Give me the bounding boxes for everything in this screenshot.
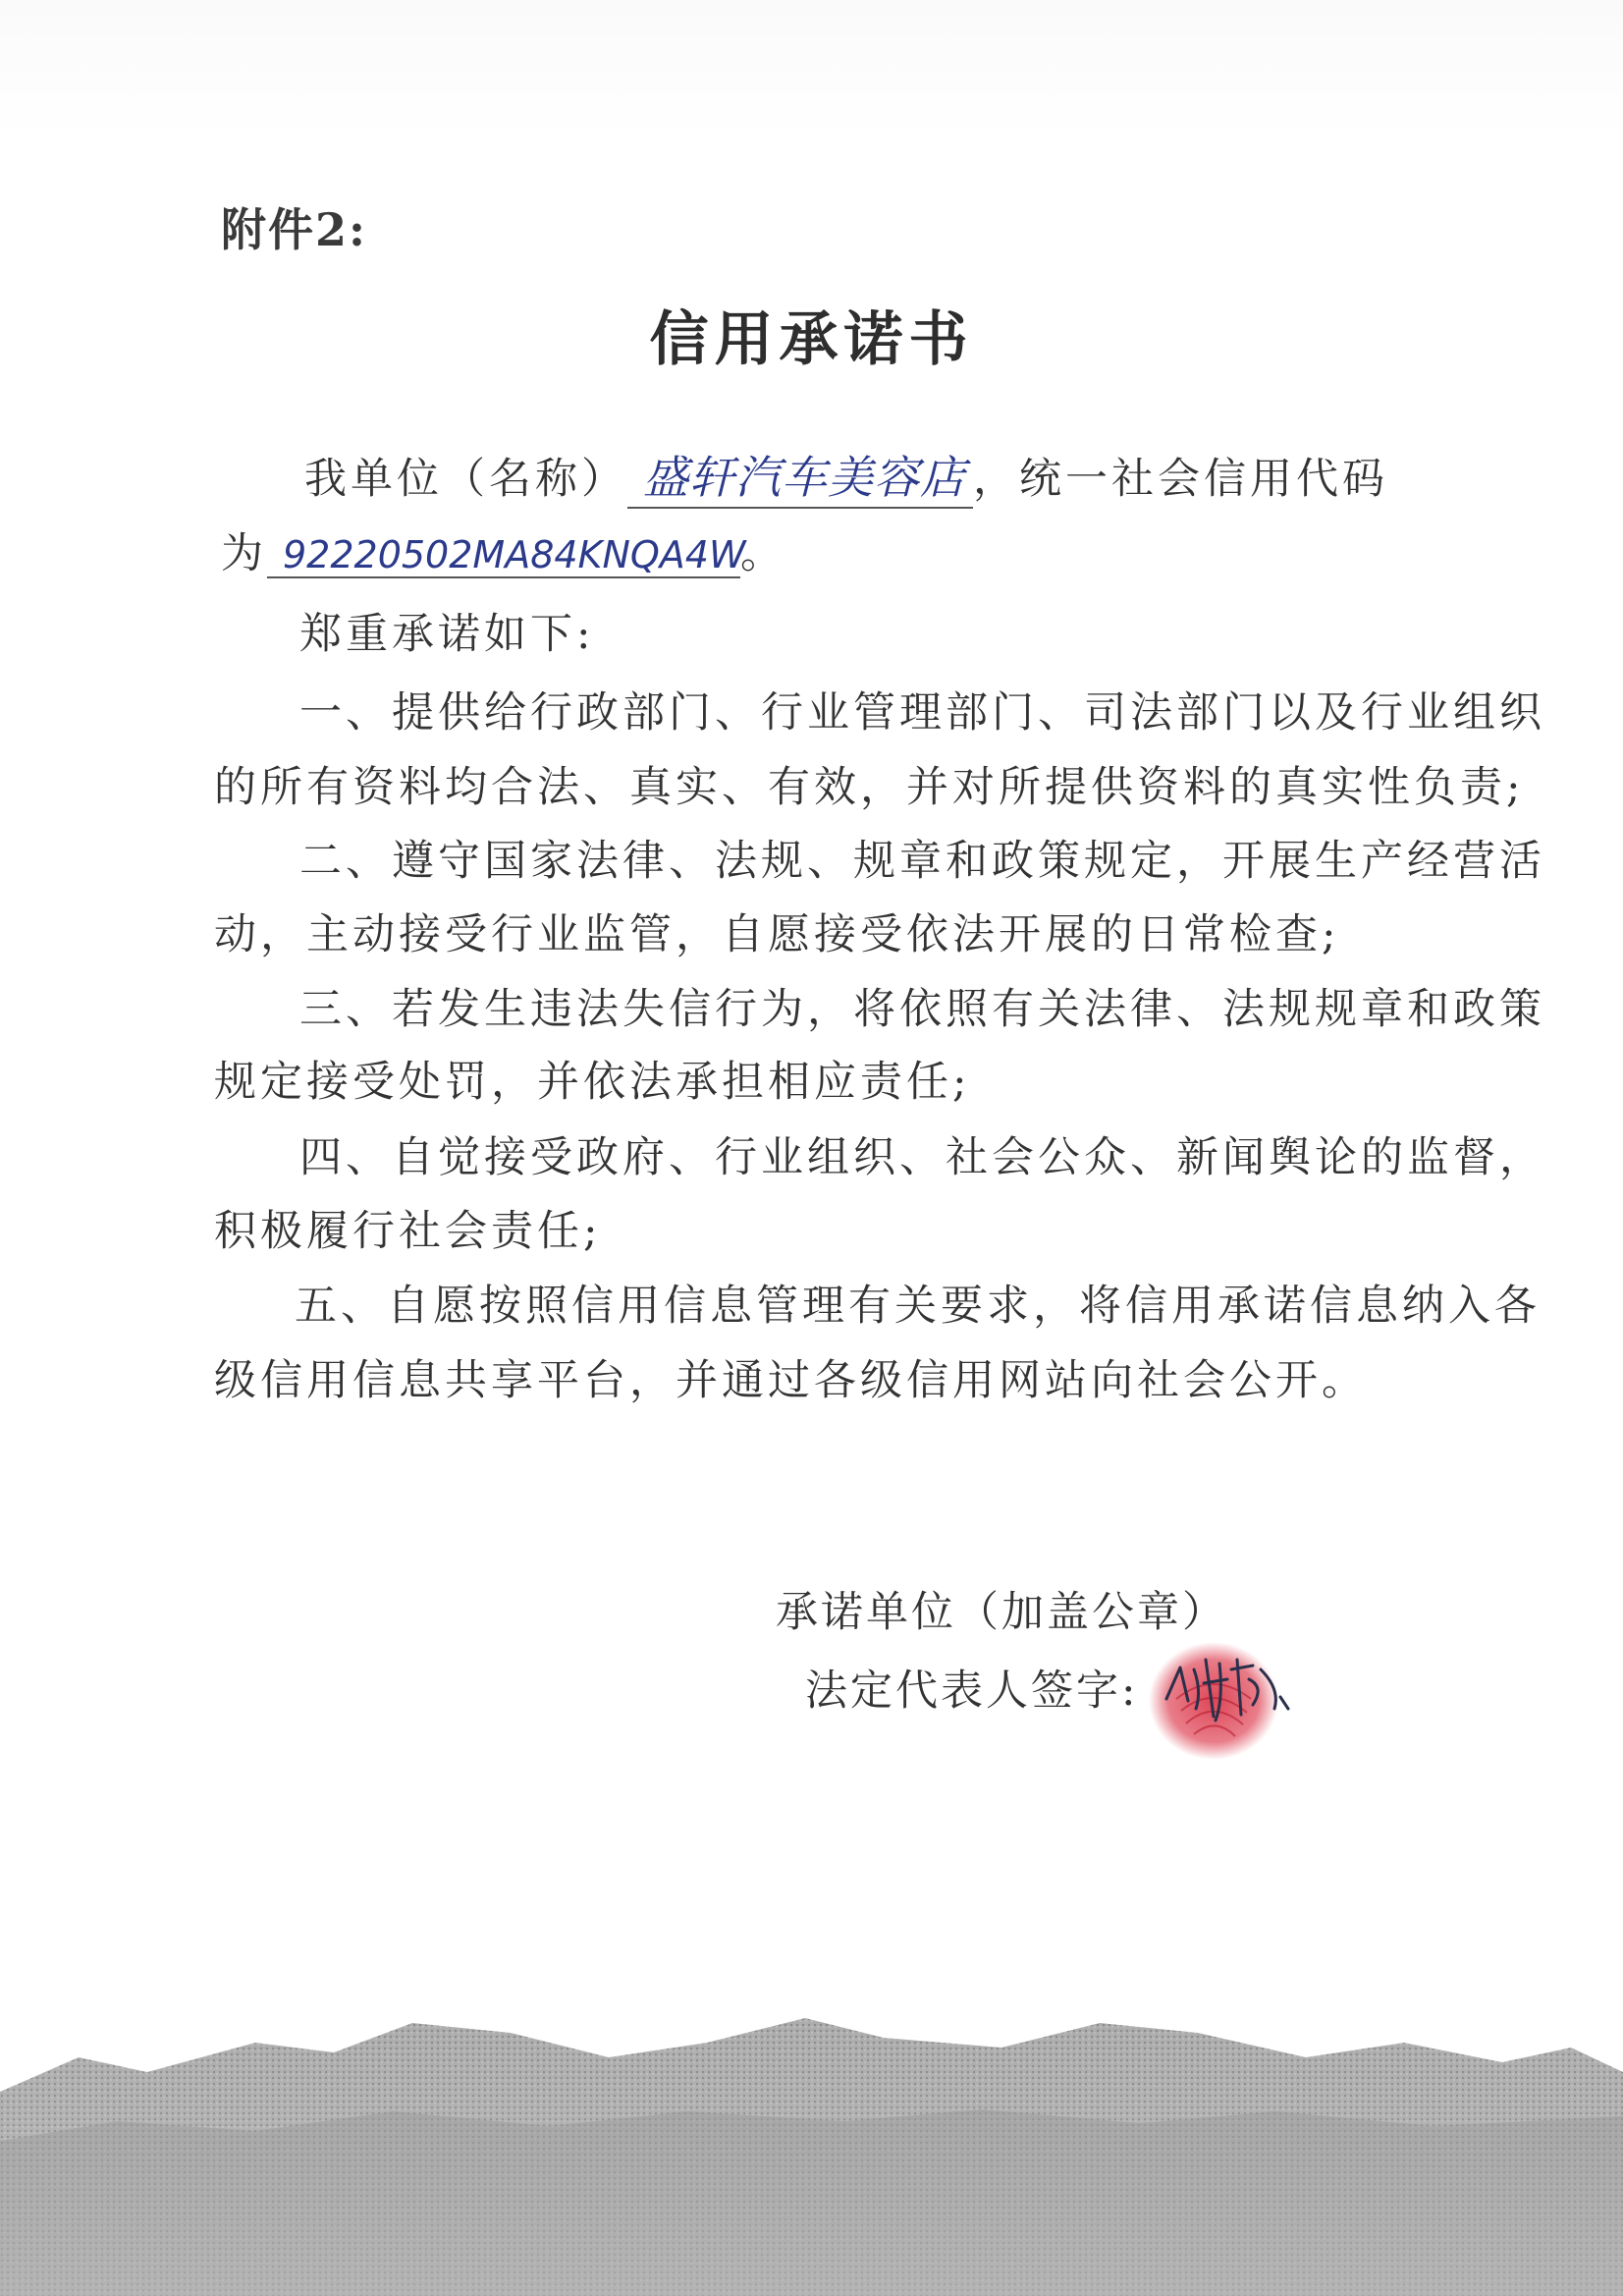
clause-4-line-2: 积极履行社会责任; xyxy=(214,1207,602,1256)
clause-3-line-2: 规定接受处罚，并依法承担相应责任; xyxy=(214,1058,971,1107)
intro-prefix: 我单位（名称） xyxy=(304,455,627,504)
company-name-handwritten: 盛轩汽车美容店 xyxy=(627,442,973,509)
decorative-footer-art xyxy=(0,1964,1623,2296)
code-prefix: 为 xyxy=(221,529,267,578)
clause-5-line-1: 五、自愿按照信用信息管理有关要求，将信用承诺信息纳入各 xyxy=(295,1282,1541,1331)
attachment-label: 附件2: xyxy=(221,203,367,256)
intro-line-1 xyxy=(304,442,1388,509)
legal-rep-label: 法定代表人签字: xyxy=(805,1667,1139,1716)
intro-middle: ，统一社会信用代码 xyxy=(973,455,1388,504)
clause-2-line-1: 二、遵守国家法律、法规、规章和政策规定，开展生产经营活 xyxy=(299,837,1545,886)
clause-1-line-2: 的所有资料均合法、真实、有效，并对所提供资料的真实性负责; xyxy=(214,763,1525,812)
code-suffix: 。 xyxy=(740,529,786,578)
clause-3-line-1: 三、若发生违法失信行为，将依照有关法律、法规规章和政策 xyxy=(299,985,1545,1034)
credit-code-handwritten: 92220502MA84KNQA4W xyxy=(267,533,740,578)
promise-intro: 郑重承诺如下: xyxy=(299,610,595,659)
commitment-unit-label: 承诺单位（加盖公章） xyxy=(776,1588,1227,1637)
clause-5-line-2: 级信用信息共享平台，并通过各级信用网站向社会公开。 xyxy=(214,1356,1368,1405)
intro-line-2 xyxy=(221,520,786,580)
clause-1-line-1: 一、提供给行政部门、行业管理部门、司法部门以及行业组织 xyxy=(299,688,1545,738)
handwritten-signature xyxy=(1159,1640,1296,1728)
clause-4-line-1: 四、自觉接受政府、行业组织、社会公众、新闻舆论的监督， xyxy=(299,1133,1545,1182)
document-title: 信用承诺书 xyxy=(649,305,974,374)
clause-2-line-2: 动，主动接受行业监管，自愿接受依法开展的日常检查; xyxy=(214,910,1340,959)
